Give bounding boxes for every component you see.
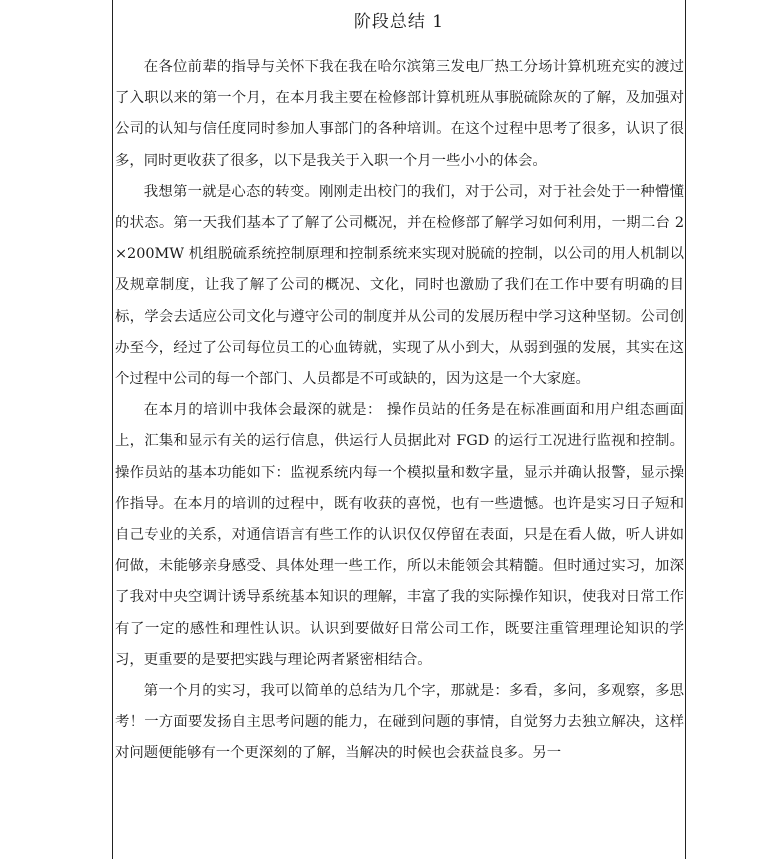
- paragraph-mindset: 我想第一就是心态的转变。刚刚走出校门的我们，对于公司，对于社会处于一种懵懂的状态。第一天我们基本了了解了公司概况，并在检修部了解学习如何利用，一期二台 2×200MW 机组脱硫系统控制原理和控制系统来实现对脱硫的控制，以公司的用人机制以及规章制度，让我了解了公司的概况、文化，同时也激励了我们在工作中要有明确的目标，学会去适应公司文化与遵守公司的制度并从公司的发展历程中学习这种坚韧。公司创办至今，经过了公司每位员工的心血铸就，实现了从小到大，从弱到强的发展，其实在这个过程中公司的每一个部门、人员都是不可或缺的，因为这是一个大家庭。: [115, 183, 684, 388]
- document-page: [112, 0, 686, 859]
- document-title: 阶段总结 1: [353, 12, 445, 32]
- paragraph-summary: 第一个月的实习，我可以简单的总结为几个字，那就是：多看，多问，多观察，多思考！一方面要发扬自主思考问题的能力，在碰到问题的事情，自觉努力去独立解决，这样对问题便能够有一个更深刻的了解，当解决的时候也会获益良多。另一: [115, 683, 684, 762]
- paragraph-training: 在本月的培训中我体会最深的就是： 操作员站的任务是在标准画面和用户组态画面上，汇集和显示有关的运行信息，供运行人员据此对 FGD 的运行工况进行监视和控制。操作员站的基本功能如下：监视系统内每一个模拟量和数字量，显示并确认报警，显示操作指导。在本月的培训的过程中，既有收获的喜悦，也有一些遗憾。也许是实习日子短和自己专业的关系，对通信语言有些工作的认识仅仅停留在表面，只是在看人做，听人讲如何做，未能够亲身感受、具体处理一些工作，所以未能领会其精髓。但时通过实习，加深了我对中央空调计诱导系统基本知识的理解，丰富了我的实际操作知识，使我对日常工作有了一定的感性和理性认识。认识到要做好日常公司工作，既要注重管理理论知识的学习，更重要的是要把实践与理论两者紧密相结合。: [115, 402, 684, 668]
- paragraph-intro: 在各位前辈的指导与关怀下我在我在哈尔滨第三发电厂热工分场计算机班充实的渡过了入职以来的第一个月，在本月我主要在检修部计算机班从事脱硫除灰的了解，及加强对公司的认知与信任度同时参加人事部门的各种培训。在这个过程中思考了很多，认识了很多，同时更收获了很多，以下是我关于入职一个月一些小小的体会。: [115, 59, 684, 169]
- document-body: [113, 52, 685, 770]
